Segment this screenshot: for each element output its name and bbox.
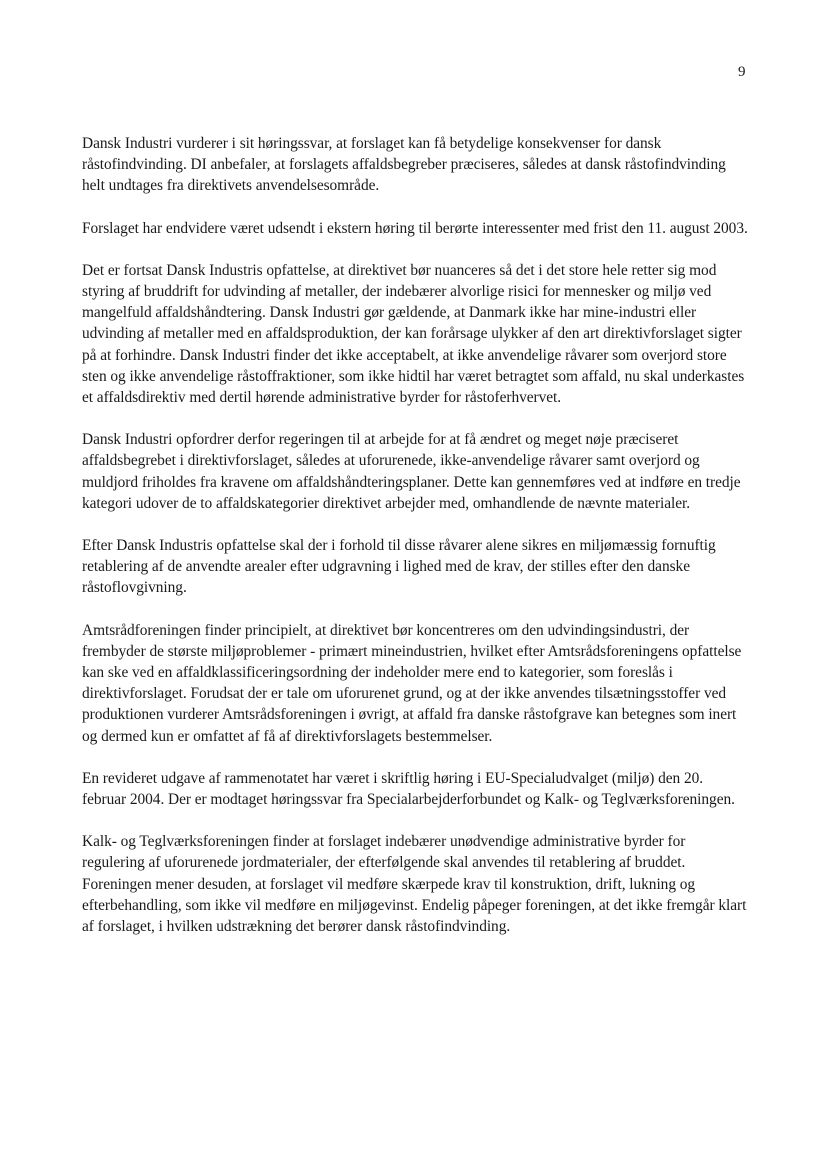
page-number: 9 [738, 64, 746, 80]
paragraph-di-consequences: Dansk Industri vurderer i sit høringssvar, at forslaget kan få betydelige konsekvenser for dansk råstofindvinding. DI anbefaler, at forslagets affaldsbegreber præciseres, således at dansk råstofindvinding helt undtages fra direktivets anvendelsesområde. [82, 135, 726, 195]
paragraph-kalk-tegl: Kalk- og Teglværksforeningen finder at forslaget indebærer unødvendige administrative byrder for regulering af uforurenede jordmaterialer, der efterfølgende skal anvendes til retablering af bruddet. Foreningen mener desuden, at forslaget vil medføre skærpede krav til konstruktion, drift, lukning og efterbehandling, som ikke vil medføre en miljøgevinst. Endelig påpeger foreningen, at det ikke fremgår klart af forslaget, i hvilken udstrækning det berører dansk råstofindvinding. [82, 833, 747, 936]
paragraph-revised-note: En revideret udgave af rammenotatet har været i skriftlig høring i EU-Specialudvalget (miljø) den 20. februar 2004. Der er modtaget høringssvar fra Specialarbejderforbundet og Kalk- og Teglværksforeningen. [82, 769, 735, 809]
paragraph-amtsraad: Amtsrådforeningen finder principielt, at direktivet bør koncentreres om den udvindingsindustri, der frembyder de største miljøproblemer - primært mineindustrien, hvilket efter Amtsrådsforeningens opfattelse kan ske ved en affaldklassificeringsordning der indeholder mere end to kategorier, som foreslås i direktivforslaget. Forudsat der er tale om uforurenet grund, og at der ikke anvendes tilsætningsstoffer ved produktionen vurderer Amtsrådsforeningen i øvrigt, at affald fra danske råstofgrave kan betegnes som inert og dermed kun er omfattet af få af direktivforslagets bestemmelser. [82, 621, 742, 745]
document-body [82, 133, 750, 958]
paragraph-external-hearing: Forslaget har endvidere været udsendt i ekstern høring til berørte interessenter med frist den 11. august 2003. [82, 219, 748, 237]
paragraph-di-restoration: Efter Dansk Industris opfattelse skal der i forhold til disse råvarer alene sikres en miljømæssig fornuftig retablering af de anvendte arealer efter udgravning i lighed med de krav, der stilles efter den danske råstoflovgivning. [82, 537, 716, 597]
paragraph-di-request: Dansk Industri opfordrer derfor regeringen til at arbejde for at få ændret og meget nøje præciseret affaldsbegrebet i direktivforslaget, således at uforurenede, ikke-anvendelige råvarer samt overjord og muldjord friholdes fra kravene om affaldshåndteringsplaner. Dette kan gennemføres ved at indføre en tredje kategori udover de to affaldskategorier direktivet arbejder med, omhandlende de nævnte materialer. [82, 431, 741, 512]
paragraph-di-opinion: Det er fortsat Dansk Industris opfattelse, at direktivet bør nuanceres så det i det store hele retter sig mod styring af bruddrift for udvinding af metaller, der indebærer alvorlige risici for mennesker og miljø ved mangelfuld affaldshåndtering. Dansk Industri gør gældende, at Danmark ikke har mine-industri eller udvinding af metaller med en affaldsproduktion, der kan forårsage ulykker af den art direktivforslaget sigter på at forhindre. Dansk Industri finder det ikke acceptabelt, at ikke anvendelige råvarer som overjord store sten og ikke anvendelige råstoffraktioner, som ikke hidtil har været betragtet som affald, nu skal underkastes et affaldsdirektiv med dertil hørende administrative byrder for råstoferhvervet. [82, 261, 745, 407]
